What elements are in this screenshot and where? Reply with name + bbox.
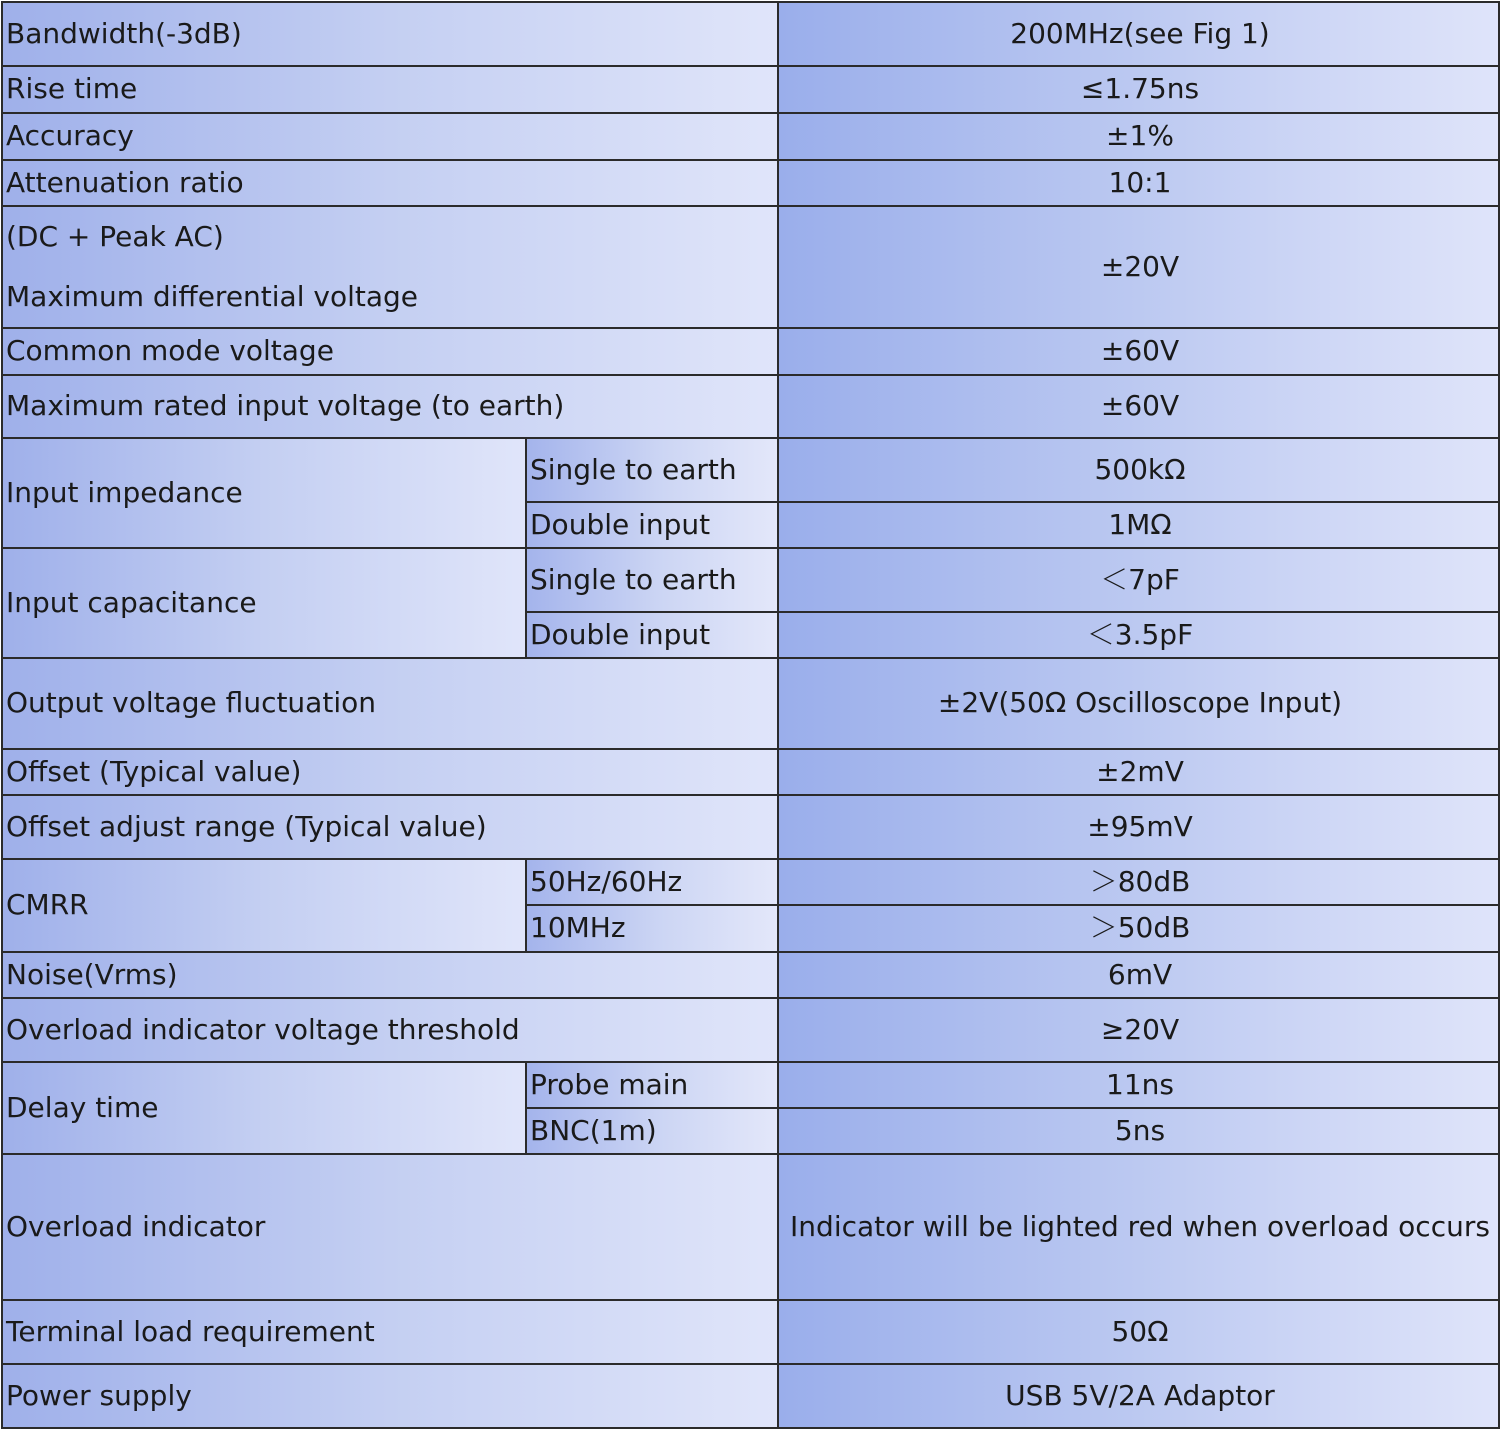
row-label: Terminal load requirement [2,1300,778,1364]
row-label: Noise(Vrms) [2,952,778,998]
row-value: ±95mV [778,795,1499,859]
row-value: ±60V [778,375,1499,438]
table-row [2,113,1499,160]
row-label: Bandwidth(-3dB) [2,2,778,66]
row-label: Input capacitance [2,548,526,658]
row-value: 500kΩ [778,438,1499,502]
table-row [2,1364,1499,1428]
row-value: ＞80dB [778,859,1499,905]
row-label: Output voltage fluctuation [2,658,778,749]
row-value: 1MΩ [778,502,1499,548]
row-label: Overload indicator [2,1154,778,1300]
row-value: ±1% [778,113,1499,160]
row-value: 6mV [778,952,1499,998]
table-row [2,438,1499,502]
row-label: CMRR [2,859,526,952]
row-label: Attenuation ratio [2,160,778,206]
table-row [2,658,1499,749]
row-value: ±2mV [778,749,1499,795]
row-label: Common mode voltage [2,328,778,375]
row-value: ±60V [778,328,1499,375]
row-label: Rise time [2,66,778,113]
spec-table [1,1,1500,1429]
row-label: Offset adjust range (Typical value) [2,795,778,859]
row-value: USB 5V/2A Adaptor [778,1364,1499,1428]
row-value: 200MHz(see Fig 1) [778,2,1499,66]
row-value: ＞50dB [778,905,1499,952]
row-label: Accuracy [2,113,778,160]
sub-label: Single to earth [526,438,778,502]
sub-label: 50Hz/60Hz [526,859,778,905]
sub-label: Double input [526,502,778,548]
row-value: Indicator will be lighted red when overload occurs [778,1154,1499,1300]
row-label: Offset (Typical value) [2,749,778,795]
row-label-line2: Maximum differential voltage [6,280,419,313]
row-value: ±20V [778,206,1499,328]
table-row [2,952,1499,998]
table-row [2,375,1499,438]
sub-label: 10MHz [526,905,778,952]
row-value: ＜7pF [778,548,1499,612]
table-row [2,2,1499,66]
table-row [2,548,1499,612]
row-label: Delay time [2,1062,526,1154]
row-label: Input impedance [2,438,526,548]
table-row [2,206,1499,328]
table-row [2,998,1499,1062]
row-label: Power supply [2,1364,778,1428]
row-value: ≥20V [778,998,1499,1062]
row-label: Maximum rated input voltage (to earth) [2,375,778,438]
row-value: ≤1.75ns [778,66,1499,113]
row-value: 11ns [778,1062,1499,1108]
sub-label: Probe main [526,1062,778,1108]
table-row [2,749,1499,795]
table-row [2,795,1499,859]
sub-label: Double input [526,612,778,658]
sub-label: BNC(1m) [526,1108,778,1154]
row-value: 5ns [778,1108,1499,1154]
table-row [2,66,1499,113]
table-row [2,1154,1499,1300]
sub-label: Single to earth [526,548,778,612]
table-row [2,1062,1499,1108]
table-row [2,1300,1499,1364]
table-row [2,859,1499,905]
row-label [2,206,778,328]
row-value: 50Ω [778,1300,1499,1364]
row-value: ＜3.5pF [778,612,1499,658]
table-row [2,328,1499,375]
row-label-line1: (DC + Peak AC) [6,220,224,253]
row-label: Overload indicator voltage threshold [2,998,778,1062]
table-row [2,160,1499,206]
row-value: 10:1 [778,160,1499,206]
row-value: ±2V(50Ω Oscilloscope Input) [778,658,1499,749]
